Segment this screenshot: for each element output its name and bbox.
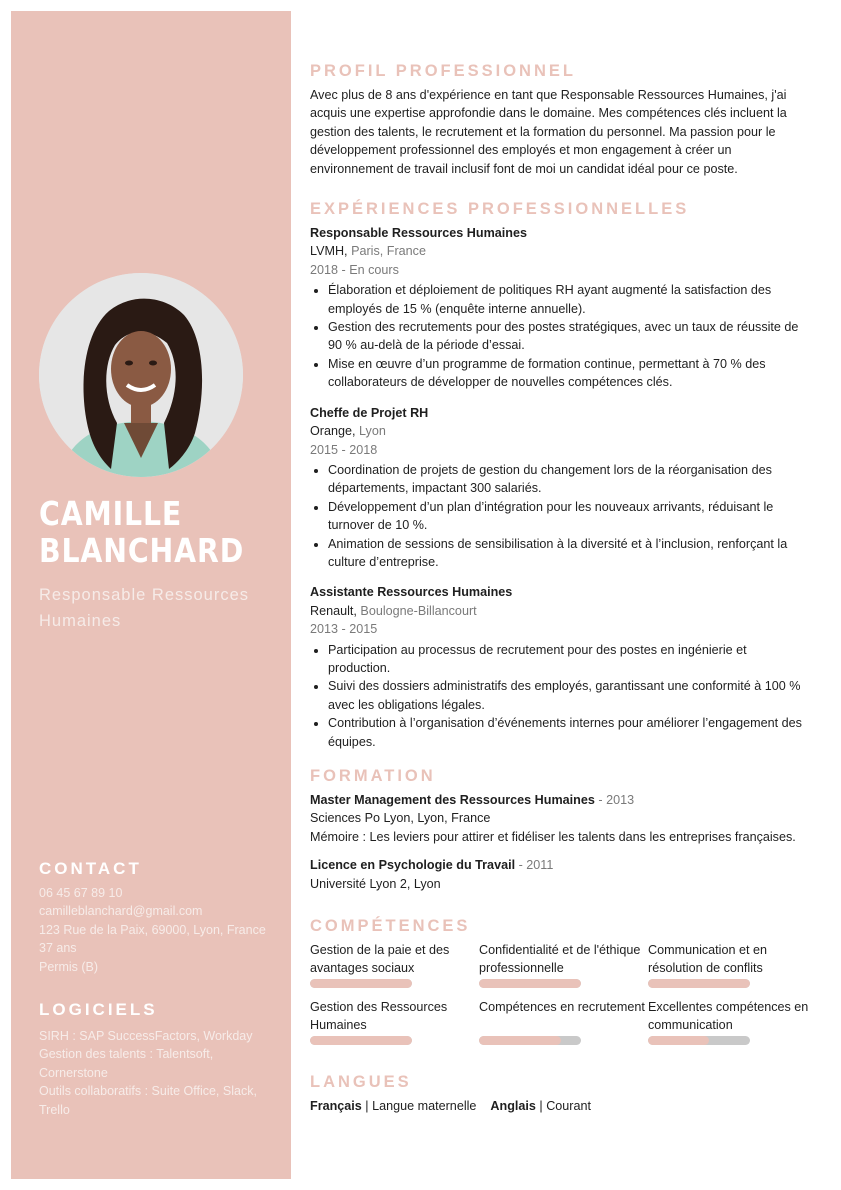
skill-item: [648, 941, 817, 988]
company-location: Paris, France: [351, 244, 426, 259]
bullet-item: • Mise en œuvre d’un programme de formation continue, permettant à 70 % des collaborateurs de développer de nouvelles compétences clés.: [328, 355, 810, 392]
bullet-item: • Suivi des dossiers administratifs des employés, garantissant une conformité à 100 % avec les obligations légales.: [328, 677, 810, 714]
portrait-image: [39, 273, 243, 477]
bullet-item: • Coordination de projets de gestion du changement lors de la réorganisation des départements, impactant 300 salariés.: [328, 461, 810, 498]
job-entry-employer: [310, 602, 810, 620]
education-detail: Sciences Po Lyon, Lyon, France: [310, 811, 491, 826]
bullet-item: • Contribution à l’organisation d’événements internes pour améliorer l’engagement des équipes.: [328, 714, 810, 751]
skill-name: Compétences en recrutement: [479, 1000, 645, 1015]
experience-section: [310, 198, 810, 751]
email-address: camilleblanchard@gmail.com: [39, 904, 203, 919]
sidebar: [11, 11, 291, 1179]
contact-heading: CONTACT: [39, 859, 142, 878]
job-entry-bullets: [310, 461, 810, 571]
job-entry-dates: 2018 - En cours: [310, 262, 399, 277]
skill-bar-fill: [310, 1036, 412, 1045]
job-entry-bullets: [310, 641, 810, 751]
bullet-item: • Animation de sessions de sensibilisation à la diversité et à l’inclusion, renforçant la culture d’entreprise.: [328, 535, 810, 572]
skill-name: Confidentialité et de l'éthique professionnelle: [479, 943, 641, 976]
education-title-line: [310, 791, 810, 809]
education-section: [310, 765, 810, 893]
contact-list: [39, 884, 274, 976]
skill-item: [310, 998, 479, 1045]
skill-bar: [479, 1036, 581, 1045]
section-heading: EXPÉRIENCES PROFESSIONNELLES: [310, 200, 690, 219]
skill-bar: [648, 979, 750, 988]
skill-bar-fill: [648, 1036, 709, 1045]
age: 37 ans: [39, 941, 77, 956]
bullet-item: • Élaboration et déploiement de politiques RH ayant augmenté la satisfaction des employés de 15 % (enquête interne annuelle).: [328, 281, 810, 318]
skill-bar: [479, 979, 581, 988]
language-name: Français: [310, 1099, 362, 1114]
job-entry: [310, 404, 810, 572]
last-name: BLANCHARD: [39, 531, 245, 570]
skill-name: Gestion des Ressources Humaines: [310, 1000, 448, 1033]
section-heading: LANGUES: [310, 1073, 412, 1092]
main-content: [310, 60, 810, 1115]
education-entry: [310, 791, 810, 846]
language-level: Langue maternelle: [372, 1099, 477, 1114]
skill-item: [479, 998, 648, 1045]
skill-item: [479, 941, 648, 988]
degree-title: Master Management des Ressources Humaines: [310, 793, 595, 807]
skill-name: Communication et en résolution de conflits: [648, 943, 768, 976]
skill-item: [648, 998, 817, 1045]
section-heading: COMPÉTENCES: [310, 917, 471, 936]
phone-number: 06 45 67 89 10: [39, 886, 123, 900]
language-level: Courant: [546, 1099, 592, 1114]
software-item: Gestion des talents : Talentsoft, Cornerstone: [39, 1047, 214, 1080]
job-entry: [310, 224, 810, 392]
software-item: Outils collaboratifs : Suite Office, Slack, Trello: [39, 1084, 257, 1117]
degree-year: - 2011: [518, 858, 554, 873]
languages-line: Français | Langue maternelle Anglais | Courant: [310, 1099, 592, 1114]
company-name: Renault,: [310, 603, 357, 618]
driving-license: Permis (B): [39, 959, 99, 974]
company-name: LVMH,: [310, 244, 348, 259]
degree-title: Licence en Psychologie du Travail: [310, 858, 516, 873]
skill-bar: [648, 1036, 750, 1045]
skills-section: [310, 915, 810, 1045]
job-entry-title: Assistante Ressources Humaines: [310, 585, 513, 600]
skill-item: [310, 941, 479, 988]
education-detail: Mémoire : Les leviers pour attirer et fidéliser les talents dans les entreprises françaises.: [310, 829, 796, 844]
skill-name: Excellentes compétences en communication: [648, 1000, 809, 1033]
bullet-item: • Participation au processus de recrutement pour des postes en ingénierie et production.: [328, 641, 810, 678]
degree-year: - 2013: [598, 793, 635, 807]
job-entry: [310, 583, 810, 751]
software-list: [39, 1027, 274, 1119]
skill-name: Gestion de la paie et des avantages sociaux: [310, 943, 450, 976]
software-item: SIRH : SAP SuccessFactors, Workday: [39, 1029, 253, 1043]
profile-text: Avec plus de 8 ans d'expérience en tant que Responsable Ressources Humaines, j'ai acquis une expertise approfondie dans le domaine. Mes compétences clés incluent la gestion des talents, le recrutement et la formation du personnel. Ma passion pour le développement professionnel des employés et mon engagement à créer un environnement de travail inclusif font de moi un candidat idéal pour ce poste.: [310, 88, 787, 176]
profile-photo: [39, 273, 243, 477]
languages-section: [310, 1071, 810, 1115]
postal-address: 123 Rue de la Paix, 69000, Lyon, France: [39, 922, 266, 937]
company-name: Orange,: [310, 424, 356, 439]
candidate-name: [39, 495, 244, 569]
skill-bar-fill: [310, 979, 412, 988]
skills-grid: [310, 941, 810, 1045]
job-entry-employer: [310, 242, 810, 260]
language-name: Anglais: [490, 1099, 536, 1114]
software-heading: LOGICIELS: [39, 1000, 158, 1019]
skill-bar-fill: [648, 979, 750, 988]
education-title-line: [310, 856, 810, 874]
skill-bar-fill: [479, 979, 581, 988]
job-entry-dates: 2015 - 2018: [310, 442, 378, 457]
job-entry-employer: [310, 422, 810, 440]
education-entry: [310, 856, 810, 893]
job-entry-dates: 2013 - 2015: [310, 622, 378, 637]
section-heading: PROFIL PROFESSIONNEL: [310, 62, 576, 80]
profile-section: [310, 60, 810, 178]
skill-bar: [310, 1036, 412, 1045]
first-name: CAMILLE: [39, 494, 183, 533]
bullet-item: • Gestion des recrutements pour des postes stratégiques, avec un taux de réussite de 90 % au-delà de la période d’essai.: [328, 318, 810, 355]
job-entry-bullets: [310, 281, 810, 391]
section-heading: FORMATION: [310, 767, 436, 785]
job-title: Responsable Ressources Humaines: [39, 586, 250, 630]
company-location: Lyon: [359, 424, 386, 439]
skill-bar-fill: [479, 1036, 561, 1045]
job-entry-title: Cheffe de Projet RH: [310, 405, 429, 420]
job-entry-title: Responsable Ressources Humaines: [310, 226, 527, 241]
bullet-item: • Développement d’un plan d’intégration pour les nouveaux arrivants, réduisant le turnover de 10 %.: [328, 498, 810, 535]
company-location: Boulogne-Billancourt: [360, 603, 477, 618]
skill-bar: [310, 979, 412, 988]
education-detail: Université Lyon 2, Lyon: [310, 876, 441, 891]
